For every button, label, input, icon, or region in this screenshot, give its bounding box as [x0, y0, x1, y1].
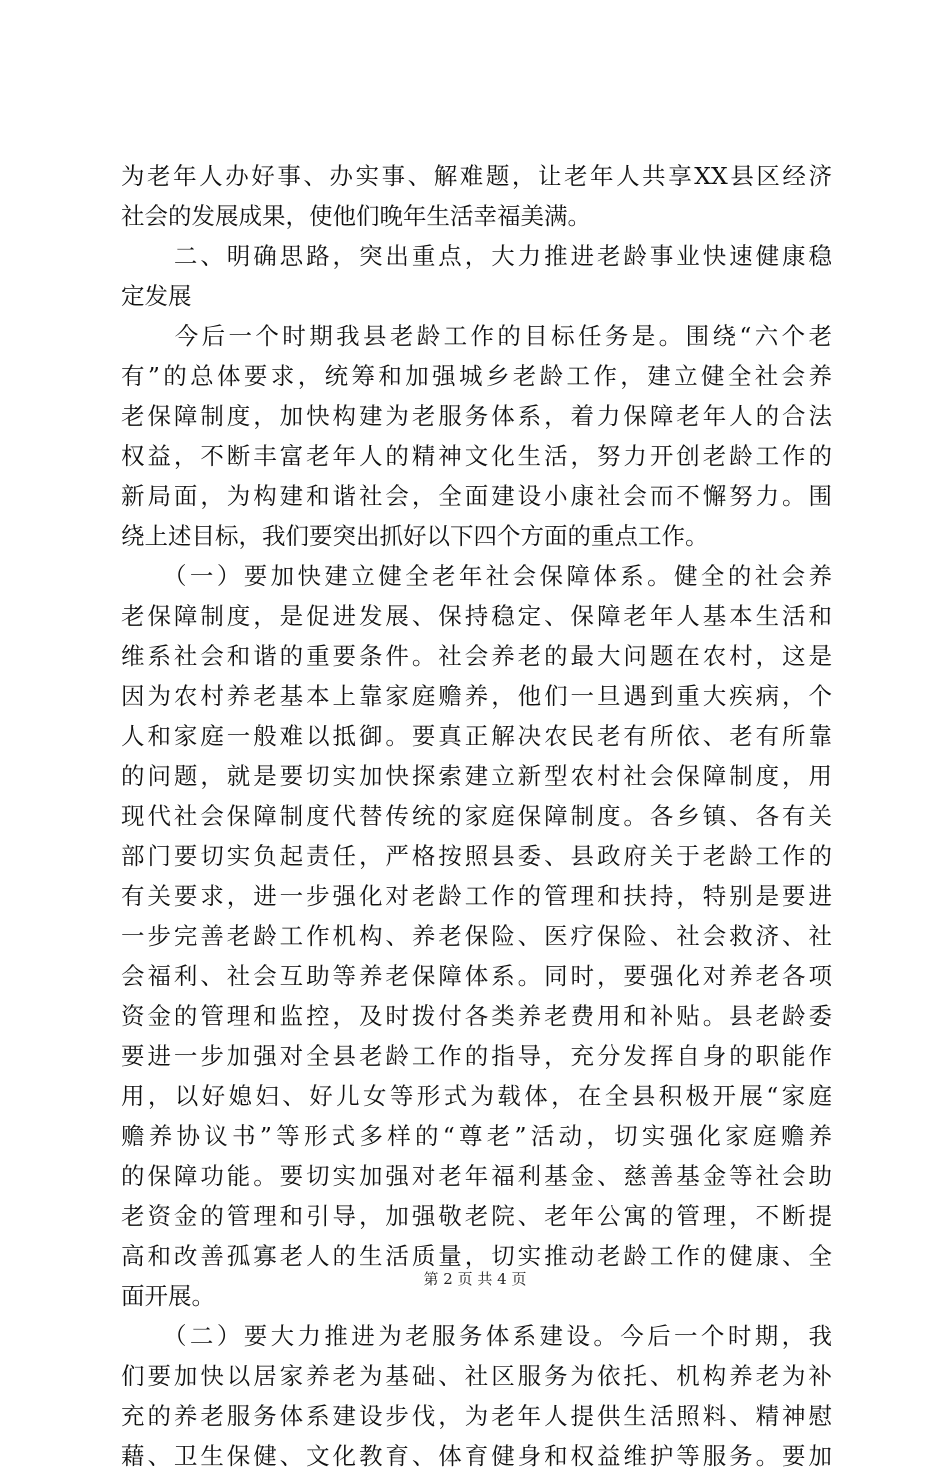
text-line: 的问题，就是要切实加快探索建立新型农村社会保障制度，用 — [121, 762, 832, 790]
text-line: 人和家庭一般难以抵御。要真正解决农民老有所依、老有所靠 — [121, 722, 832, 750]
section-heading-line: 定发展 — [121, 282, 192, 310]
text-line: 新局面，为构建和谐社会，全面建设小康社会而不懈努力。围 — [121, 482, 832, 510]
text-line: 老保障制度，是促进发展、保持稳定、保障老年人基本生活和 — [121, 602, 832, 630]
text-line: （一）要加快建立健全老年社会保障体系。健全的社会养 — [121, 562, 832, 590]
text-line: 社会的发展成果，使他们晚年生活幸福美满。 — [121, 202, 591, 230]
text-line: 的保障功能。要切实加强对老年福利基金、慈善基金等社会助 — [121, 1162, 832, 1190]
text-line: 会福利、社会互助等养老保障体系。同时，要强化对养老各项 — [121, 962, 832, 990]
text-line: 因为农村养老基本上靠家庭赡养，他们一旦遇到重大疾病，个 — [121, 682, 832, 710]
text-line: 部门要切实负起责任，严格按照县委、县政府关于老龄工作的 — [121, 842, 832, 870]
page-number-footer: 第 2 页 共 4 页 — [423, 1270, 527, 1288]
text-line: 老保障制度，加快构建为老服务体系，着力保障老年人的合法 — [121, 402, 832, 430]
section-heading-line: 二、明确思路，突出重点，大力推进老龄事业快速健康稳 — [121, 242, 832, 270]
text-line: 藉、卫生保健、文化教育、体育健身和权益维护等服务。要加 — [121, 1442, 832, 1470]
text-line: 绕上述目标，我们要突出抓好以下四个方面的重点工作。 — [121, 522, 709, 550]
text-line: 有关要求，进一步强化对老龄工作的管理和扶持，特别是要进 — [121, 882, 832, 910]
text-line: 们要加快以居家养老为基础、社区服务为依托、机构养老为补 — [121, 1362, 832, 1390]
text-line: （二）要大力推进为老服务体系建设。今后一个时期，我 — [121, 1322, 832, 1350]
text-line: 用，以好媳妇、好儿女等形式为载体，在全县积极开展“家庭 — [121, 1082, 832, 1110]
text-line: 充的养老服务体系建设步伐，为老年人提供生活照料、精神慰 — [121, 1402, 832, 1430]
text-line: 权益，不断丰富老年人的精神文化生活，努力开创老龄工作的 — [121, 442, 832, 470]
text-line: 高和改善孤寡老人的生活质量，切实推动老龄工作的健康、全 — [121, 1242, 832, 1270]
text-line: 今后一个时期我县老龄工作的目标任务是。围绕“六个老 — [121, 322, 832, 350]
text-line: 要进一步加强对全县老龄工作的指导，充分发挥自身的职能作 — [121, 1042, 832, 1070]
text-line: 现代社会保障制度代替传统的家庭保障制度。各乡镇、各有关 — [121, 802, 832, 830]
text-line: 为老年人办好事、办实事、解难题，让老年人共享XX县区经济 — [121, 162, 832, 190]
text-line: 有”的总体要求，统筹和加强城乡老龄工作，建立健全社会养 — [121, 362, 832, 390]
text-line: 赡养协议书”等形式多样的“尊老”活动，切实强化家庭赡养 — [121, 1122, 832, 1150]
text-line: 资金的管理和监控，及时拨付各类养老费用和补贴。县老龄委 — [121, 1002, 832, 1030]
text-line: 老资金的管理和引导，加强敬老院、老年公寓的管理，不断提 — [121, 1202, 832, 1230]
text-line: 一步完善老龄工作机构、养老保险、医疗保险、社会救济、社 — [121, 922, 832, 950]
text-line: 维系社会和谐的重要条件。社会养老的最大问题在农村，这是 — [121, 642, 832, 670]
text-line: 面开展。 — [121, 1282, 215, 1310]
